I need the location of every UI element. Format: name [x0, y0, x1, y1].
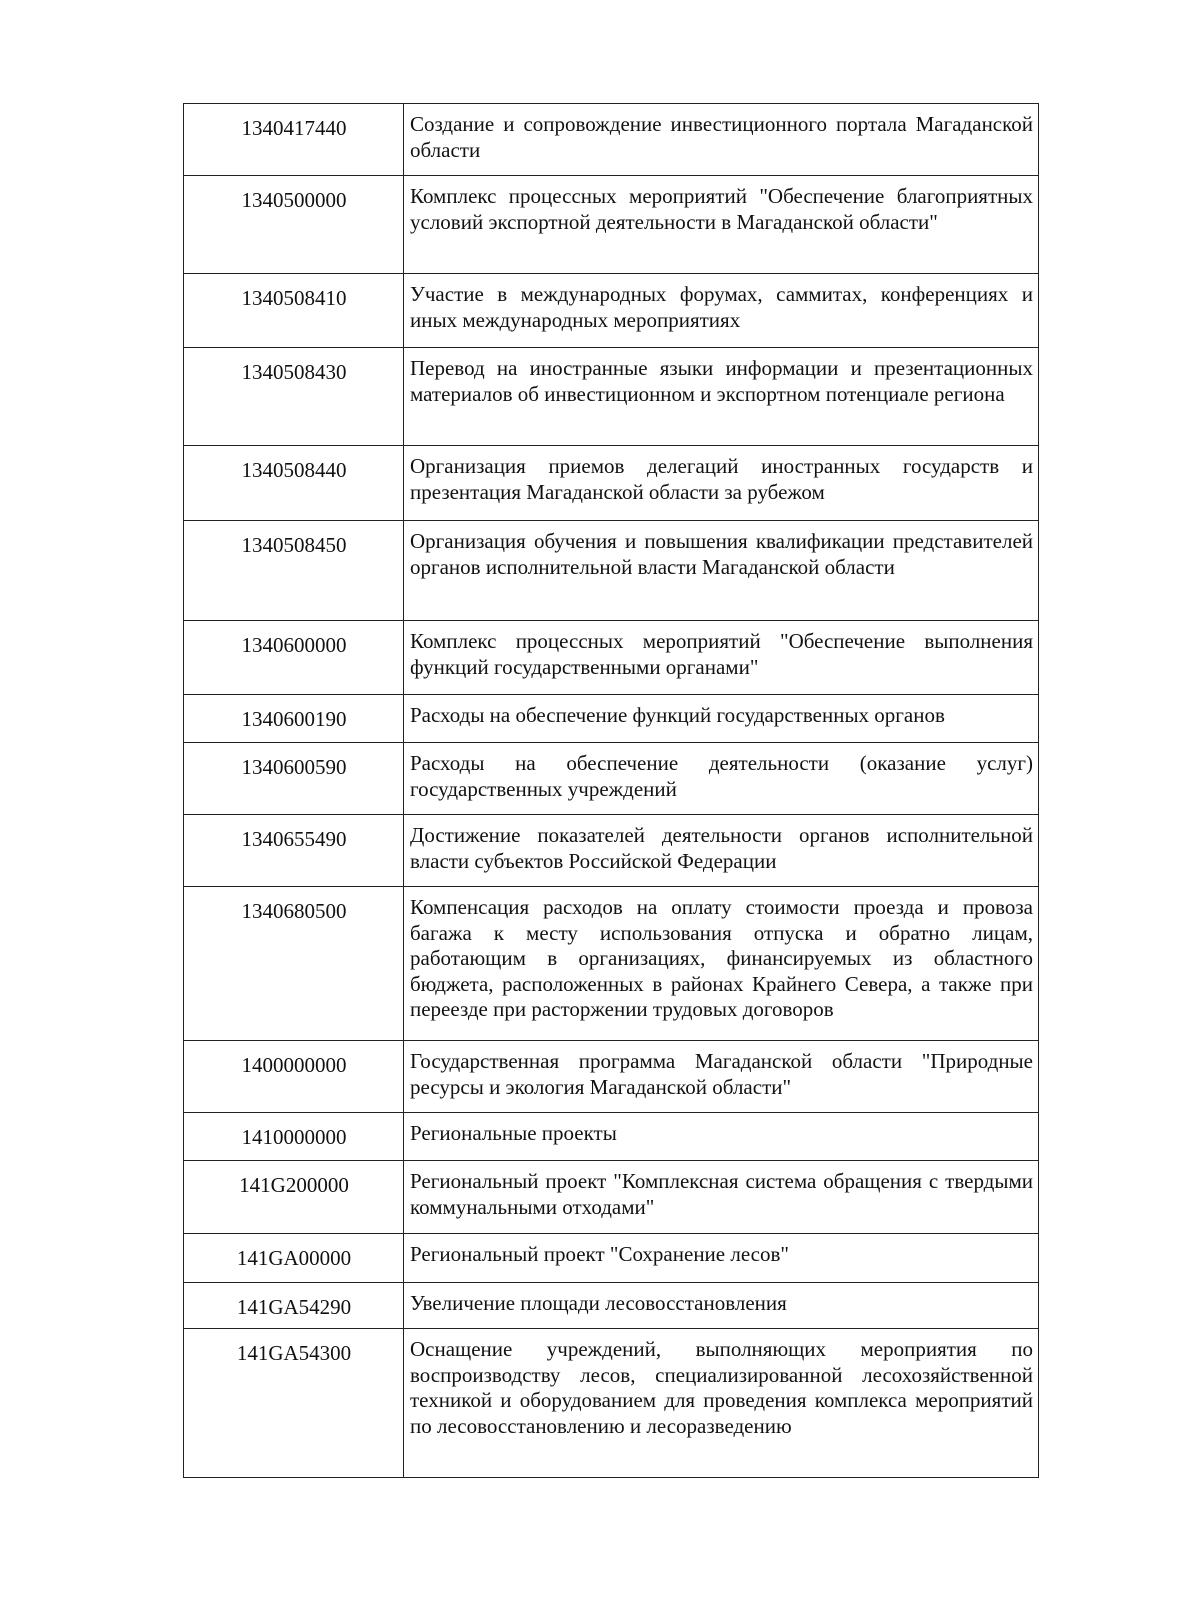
row-description: Комплекс процессных мероприятий "Обеспечение выполнения функций государственными органами" [404, 621, 1039, 695]
table-row [184, 1113, 1039, 1161]
row-code: 1340500000 [184, 176, 404, 274]
row-code: 141GA54300 [184, 1329, 404, 1478]
row-description: Государственная программа Магаданской области "Природные ресурсы и экология Магаданской области" [404, 1041, 1039, 1113]
table-row [184, 348, 1039, 446]
table-row [184, 1161, 1039, 1234]
row-description: Расходы на обеспечение деятельности (оказание услуг) государственных учреждений [404, 743, 1039, 815]
row-description: Компенсация расходов на оплату стоимости проезда и провоза багажа к месту использования отпуска и обратно лицам, работающим в организациях, финансируемых из областного бюджета, расположенных в районах Крайнего Севера, а также при переезде при расторжении трудовых договоров [404, 887, 1039, 1041]
row-description: Достижение показателей деятельности органов исполнительной власти субъектов Российской Федерации [404, 815, 1039, 887]
row-code: 141GA54290 [184, 1283, 404, 1329]
row-code: 1340680500 [184, 887, 404, 1041]
row-code: 1400000000 [184, 1041, 404, 1113]
row-code: 1340508410 [184, 274, 404, 348]
table-row [184, 104, 1039, 176]
table-row [184, 1041, 1039, 1113]
table-row [184, 274, 1039, 348]
table-row [184, 621, 1039, 695]
table-row [184, 695, 1039, 743]
row-description: Участие в международных форумах, саммитах, конференциях и иных международных мероприятиях [404, 274, 1039, 348]
table-row [184, 1234, 1039, 1283]
table-row [184, 1283, 1039, 1329]
row-description: Региональный проект "Сохранение лесов" [404, 1234, 1039, 1283]
row-code: 1340600190 [184, 695, 404, 743]
row-code: 1410000000 [184, 1113, 404, 1161]
table-row [184, 815, 1039, 887]
row-description: Комплекс процессных мероприятий "Обеспечение благоприятных условий экспортной деятельности в Магаданской области" [404, 176, 1039, 274]
table-row [184, 521, 1039, 621]
row-description: Увеличение площади лесовосстановления [404, 1283, 1039, 1329]
row-code: 1340417440 [184, 104, 404, 176]
row-code: 1340600000 [184, 621, 404, 695]
row-code: 141GA00000 [184, 1234, 404, 1283]
table-row [184, 887, 1039, 1041]
row-code: 1340600590 [184, 743, 404, 815]
row-description: Организация обучения и повышения квалификации представителей органов исполнительной власти Магаданской области [404, 521, 1039, 621]
row-description: Региональные проекты [404, 1113, 1039, 1161]
row-code: 1340508450 [184, 521, 404, 621]
table-row [184, 446, 1039, 521]
row-code: 141G200000 [184, 1161, 404, 1234]
row-code: 1340655490 [184, 815, 404, 887]
row-description: Оснащение учреждений, выполняющих мероприятия по воспроизводству лесов, специализированной лесохозяйственной техникой и оборудованием для проведения комплекса мероприятий по лесовосстановлению и лесоразведению [404, 1329, 1039, 1478]
row-description: Создание и сопровождение инвестиционного портала Магаданской области [404, 104, 1039, 176]
row-description: Региональный проект "Комплексная система обращения с твердыми коммунальными отходами" [404, 1161, 1039, 1234]
row-description: Перевод на иностранные языки информации и презентационных материалов об инвестиционном и экспортном потенциале региона [404, 348, 1039, 446]
row-description: Организация приемов делегаций иностранных государств и презентация Магаданской области за рубежом [404, 446, 1039, 521]
row-code: 1340508440 [184, 446, 404, 521]
table-row [184, 1329, 1039, 1478]
row-description: Расходы на обеспечение функций государственных органов [404, 695, 1039, 743]
budget-classification-table [183, 103, 1039, 1478]
row-code: 1340508430 [184, 348, 404, 446]
table-row [184, 743, 1039, 815]
table-row [184, 176, 1039, 274]
